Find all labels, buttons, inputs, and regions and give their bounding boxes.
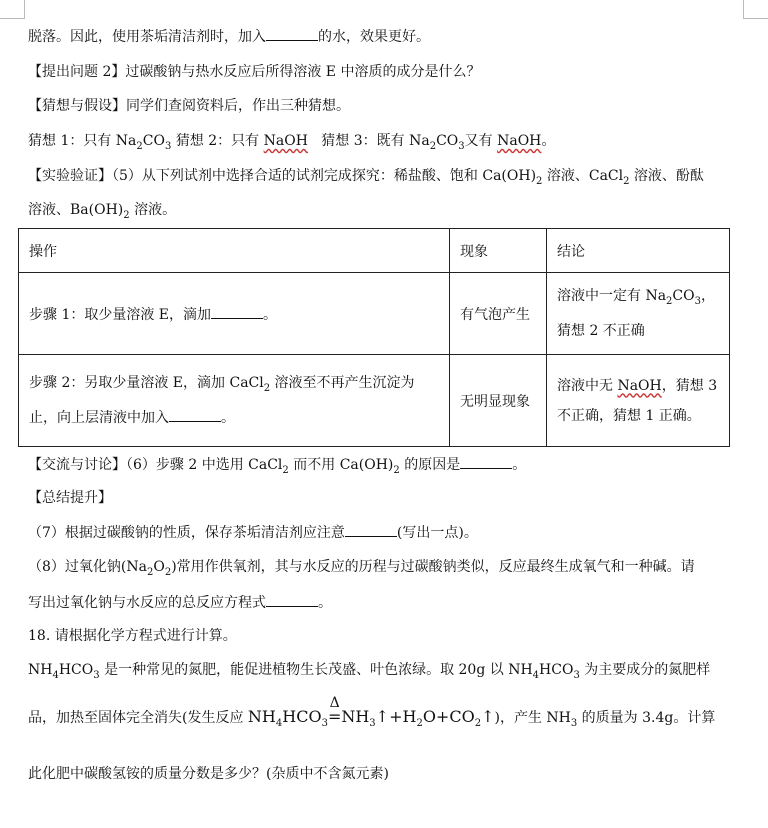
question-18-line-1: $NH_4HCO_3$ 是一种常见的氮肥，能促进植物生长茂盛、叶色浓绿。取 20g 以 $NH_4HCO_3$ 为主要成分的氮肥样 [28,662,711,681]
question-8-line-2: 写出过氧化钠与水反应的总反应方程式 。 [28,592,332,613]
guesses-line: 猜想 1：只有 $Na_2CO_3$ 猜想 2：只有 NaOH 猜想 3：既有 $Na_2CO_3$又有 NaOH。 [28,133,556,152]
header-conclusion: 结论 [547,229,730,273]
summary-heading: 【总结提升】 [28,490,112,506]
row1-phenomenon: 有气泡产生 [450,273,547,355]
row2-conclusion: 溶液中无 NaOH，猜想 3 不正确，猜想 1 正确。 [547,355,730,447]
question-18-title: 18. 请根据化学方程式进行计算。 [28,628,237,644]
verify-line-1: 【实验验证】（5）从下列试剂中选择合适的试剂完成探究：稀盐酸、饱和 $Ca(OH)_2$ 溶液、CaCl$_2$ 溶液、酚酞 [28,168,704,187]
answer-blank [169,407,221,422]
answer-blank [211,304,263,319]
table-row [19,355,730,447]
text-line-1: 脱落。因此，使用茶垢清洁剂时，加入 的水，效果更好。 [28,26,430,47]
page-corner-mark-left [0,0,25,19]
header-phenomenon: 现象 [450,229,547,273]
question-7: （7）根据过碳酸钠的性质，保存茶垢清洁剂应注意 (写出一点)。 [28,522,478,543]
question-18-line-3: 此化肥中碳酸氢铵的质量分数是多少？(杂质中不含氮元素) [28,766,389,782]
discussion-line: 【交流与讨论】（6）步骤 2 中选用 CaCl$_2$ 而不用 $Ca(OH)_2$ 的原因是 。 [28,454,526,481]
header-operation: 操作 [19,229,450,273]
row1-conclusion: 溶液中一定有 $Na_2CO_3$， 猜想 2 不正确 [547,273,730,355]
hypothesis-heading: 【猜想与假设】同学们查阅资料后，作出三种猜想。 [28,98,350,114]
row2-phenomenon: 无明显现象 [450,355,547,447]
answer-blank [266,592,318,607]
experiment-table [18,228,730,447]
question-18-line-2: 品，加热至固体完全消失(发生反应 $NH_4HCO_3$ Δ $=NH_3↑+H_2O+CO_2↑$)，产生 $NH_3$ 的质量为 3.4g。计算 [28,695,716,730]
answer-blank [460,454,512,469]
table-header-row [19,229,730,273]
row2-operation: 步骤 2：另取少量溶液 E，滴加 CaCl$_2$ 溶液至不再产生沉淀为 止，向上层清液中加入 。 [19,355,450,447]
table-row [19,273,730,355]
question-2-heading: 【提出问题 2】过碳酸钠与热水反应后所得溶液 E 中溶质的成分是什么？ [28,64,481,80]
verify-line-2: 溶液、$Ba(OH)_2$ 溶液。 [28,202,177,221]
answer-blank [266,26,318,41]
row1-operation: 步骤 1：取少量溶液 E，滴加 。 [19,273,450,355]
chemical-equation: $NH_4HCO_3$ Δ $=NH_3↑+H_2O+CO_2↑$ [247,695,495,730]
question-8-line-1: （8）过氧化钠$(Na_2O_2)$常用作供氧剂，其与水反应的历程与过碳酸钠类似，反应最终生成氧气和一种碱。请 [28,559,695,578]
page-corner-mark-right [743,0,768,19]
answer-blank [345,522,397,537]
